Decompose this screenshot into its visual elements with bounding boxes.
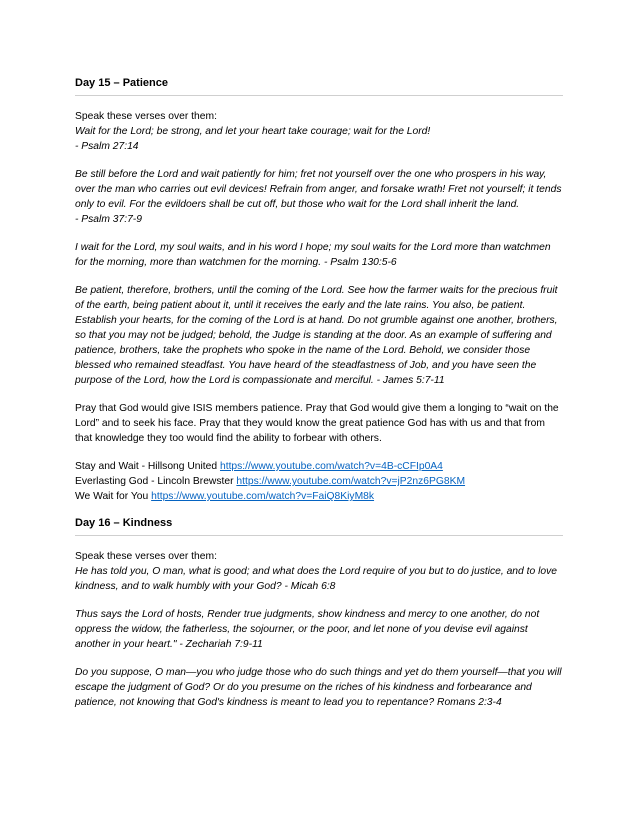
song-link[interactable]: https://www.youtube.com/watch?v=4B-cCFIp0A4	[219, 461, 443, 472]
day16-verse2: Thus says the Lord of hosts, Render true judgments, show kindness and mercy to one another, do not oppress the widow, the fatherless, the sojourner, or the poor, and let none of you devise evil against another in your heart." - Zechariah 7:9-11	[75, 609, 540, 650]
song-label: Stay and Wait - Hillsong United	[75, 461, 220, 472]
day16-verse3: Do you suppose, O man—you who judge those who do such things and yet do them yourself—that you will escape the judgment of God? Or do you presume on the riches of his kindness and forbearance and patience, not knowing that God's kindness is meant to lead you to repentance? Romans 2:3-4	[75, 667, 562, 708]
song-item	[75, 489, 563, 504]
spacer	[75, 652, 563, 665]
day15-verse3: I wait for the Lord, my soul waits, and in his word I hope; my soul waits for the Lord more than watchmen for the morning, more than watchmen for the morning. - Psalm 130:5-6	[75, 242, 551, 268]
document-page	[75, 76, 563, 710]
day16-divider	[75, 535, 563, 536]
day16-title: Day 16 – Kindness	[75, 517, 173, 529]
day15-verse4: Be patient, therefore, brothers, until the coming of the Lord. See how the farmer waits for the precious fruit of the earth, being patient about it, until it receives the early and the late rains. You also, be patient. Establish your hearts, for the coming of the Lord is at hand. Do not grumble against one another, brothers, so that you may not be judged; behold, the Judge is standing at the door. As an example of suffering and patience, brothers, take the prophets who spoke in the name of the Lord. Behold, we consider those blessed who remained steadfast. You have heard of the steadfastness of Job, and you have seen the purpose of the Lord, how the Lord is compassionate and merciful. - James 5:7-11	[75, 285, 558, 386]
day15-verse1-ref: - Psalm 27:14	[75, 141, 139, 152]
song-item	[75, 459, 563, 474]
day16-intro: Speak these verses over them:	[75, 551, 217, 562]
day15-verse1-text: Wait for the Lord; be strong, and let your heart take courage; wait for the Lord!	[75, 126, 431, 137]
spacer	[75, 154, 563, 167]
spacer	[75, 270, 563, 283]
day16-verse1: He has told you, O man, what is good; and what does the Lord require of you but to do justice, and to love kindness, and to walk humbly with your God? - Micah 6:8	[75, 566, 557, 592]
day15-divider	[75, 95, 563, 96]
day15-title: Day 15 – Patience	[75, 77, 168, 89]
day15-song-list	[75, 459, 563, 504]
spacer	[75, 594, 563, 607]
day15-verse2-text: Be still before the Lord and wait patiently for him; fret not yourself over the one who prospers in his way, over the man who carries out evil devices! Refrain from anger, and forsake wrath! Fret not yourself; it tends only to evil. For the evildoers shall be cut off, but those who wait for the Lord shall inherit the land.	[75, 169, 562, 210]
day15-verse2-ref: - Psalm 37:7-9	[75, 214, 142, 225]
spacer	[75, 227, 563, 240]
song-label: Everlasting God - Lincoln Brewster	[75, 476, 237, 487]
spacer	[75, 446, 563, 459]
song-label: We Wait for You	[75, 491, 152, 502]
song-link[interactable]: https://www.youtube.com/watch?v=FaiQ8KiyM8k	[151, 491, 375, 502]
song-item	[75, 474, 563, 489]
song-link[interactable]: https://www.youtube.com/watch?v=jP2nz6PG8KM	[236, 476, 466, 487]
day16-section	[75, 516, 563, 710]
spacer	[75, 388, 563, 401]
day15-section	[75, 76, 563, 504]
day15-intro: Speak these verses over them:	[75, 111, 217, 122]
day15-prayer: Pray that God would give ISIS members patience. Pray that God would give them a longing to “wait on the Lord” and to seek his face. Pray that they would know the great patience God has with us and that from that knowledge they too would find the ability to forbear with others.	[75, 403, 559, 444]
